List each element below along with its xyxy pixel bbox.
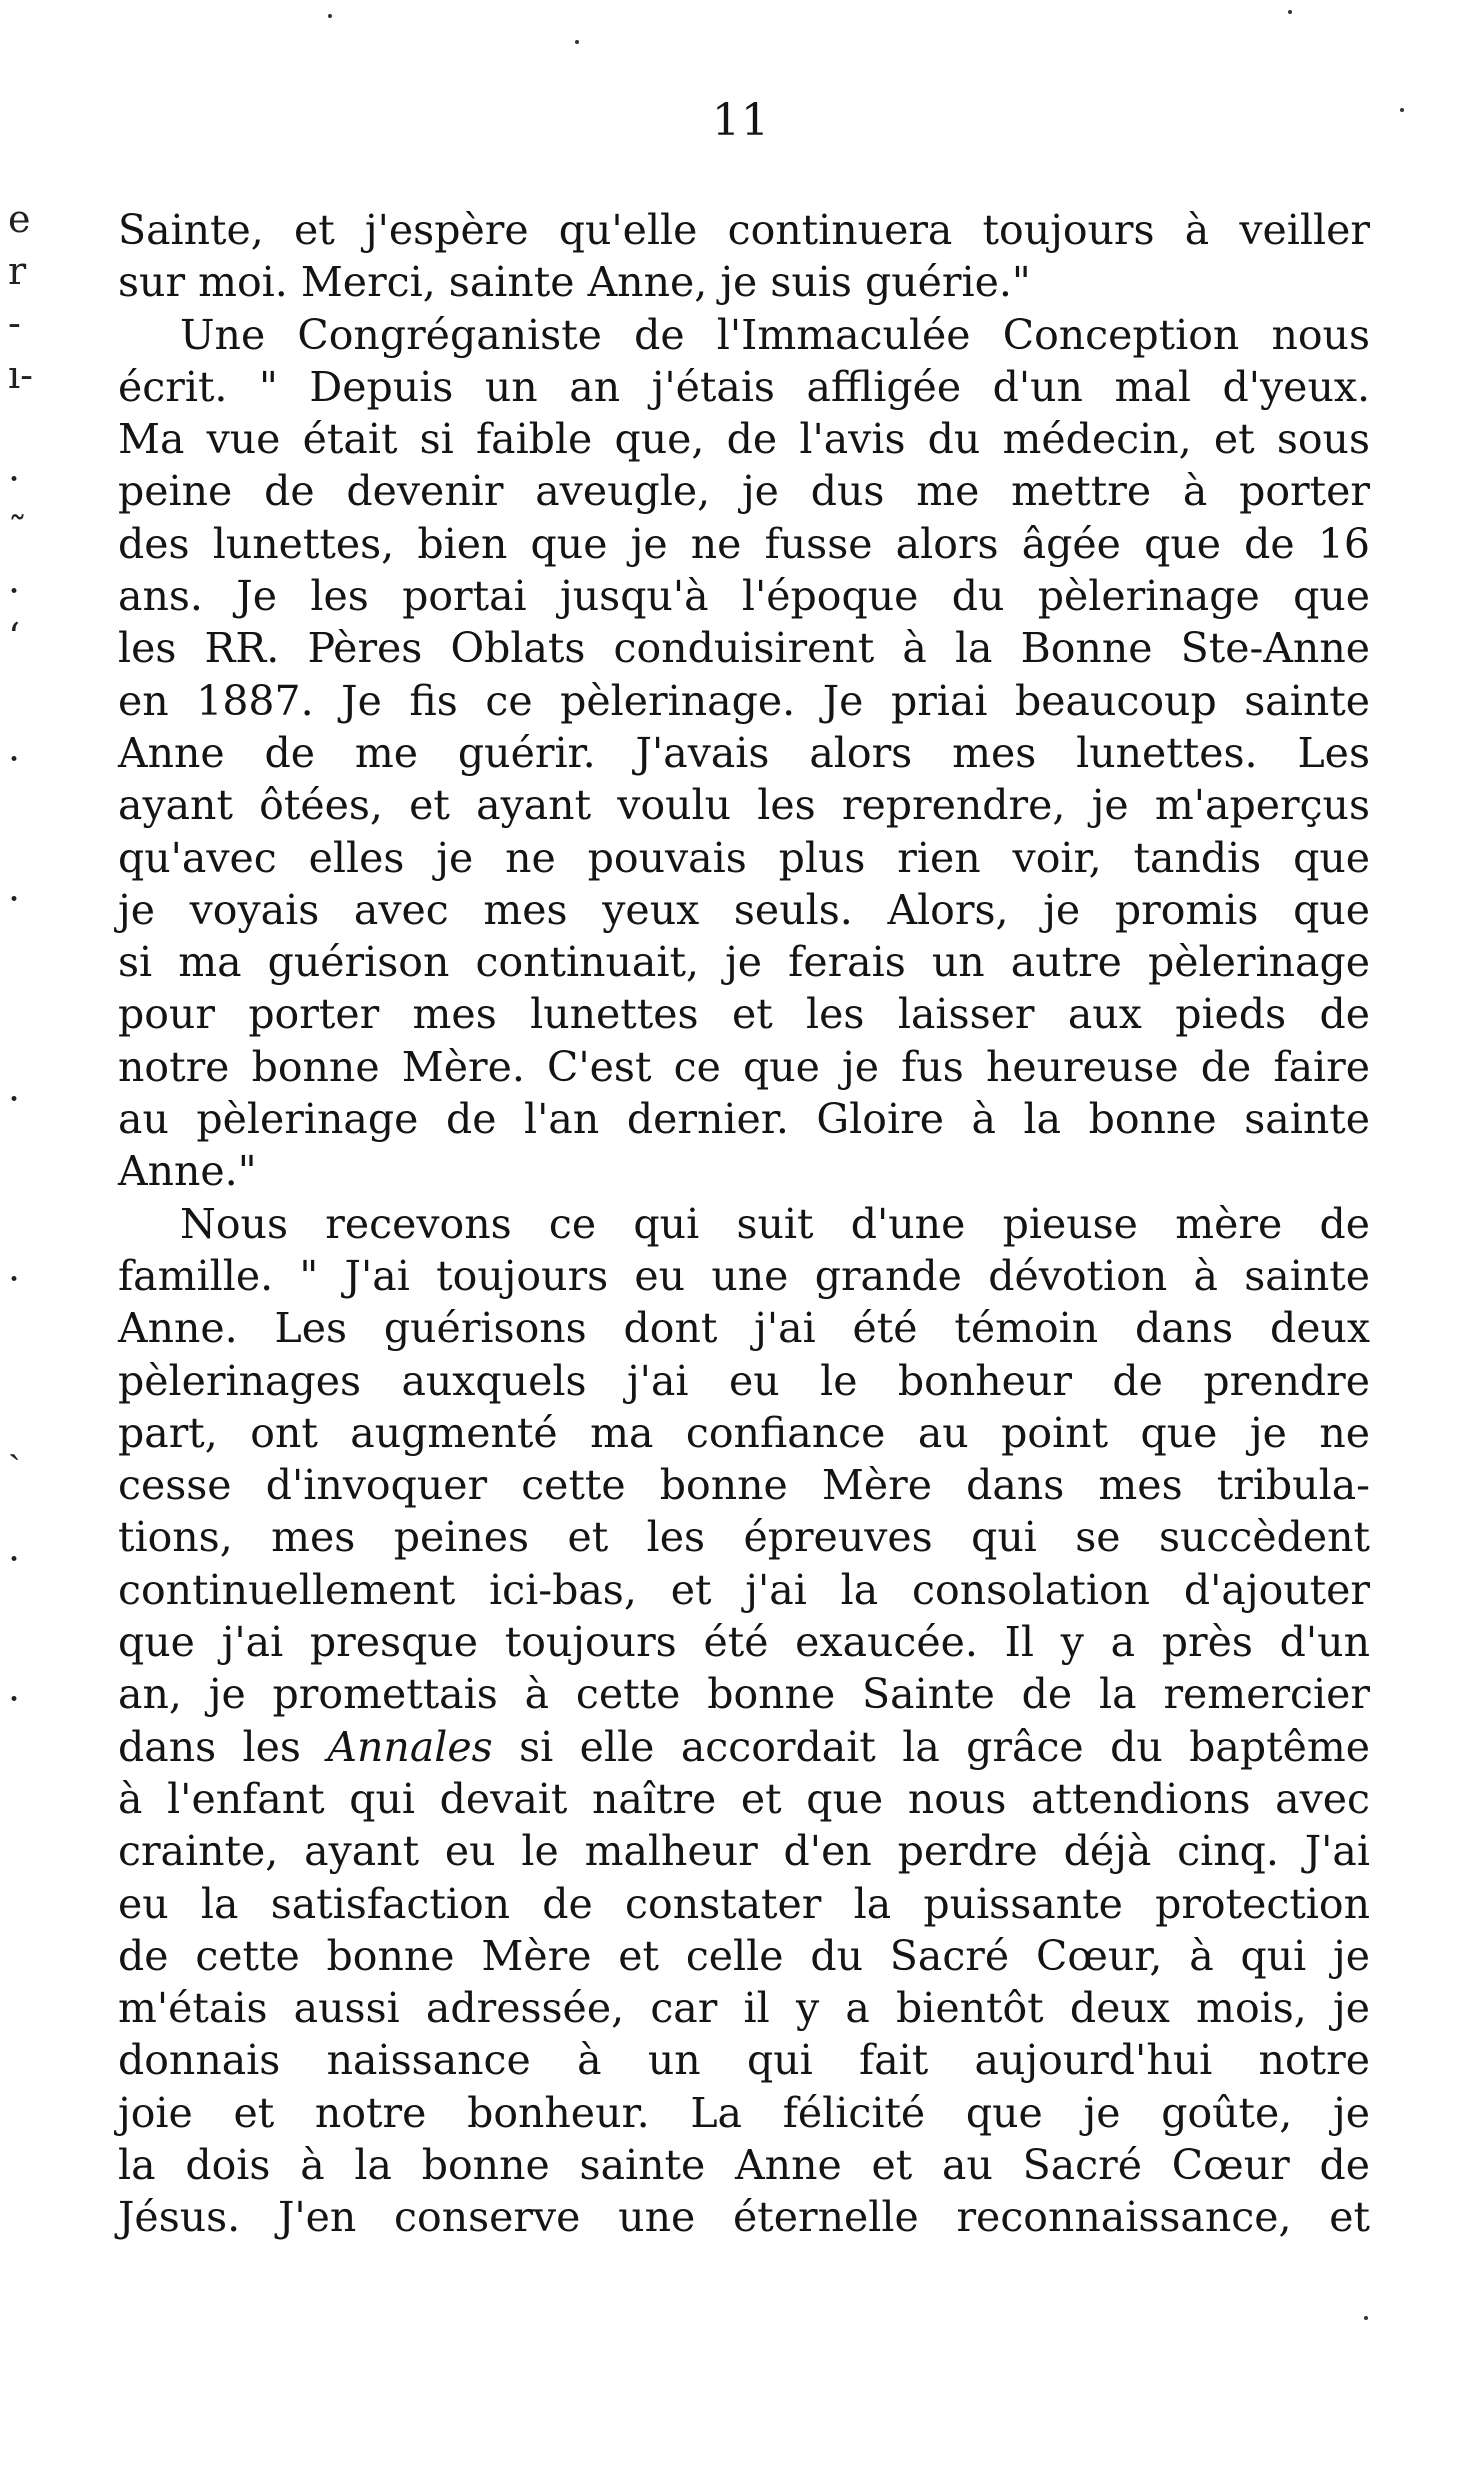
text-line: au pèlerinage de l'an dernier. Gloire à la bonne sainte (118, 1095, 1370, 1144)
scan-speck (1364, 2316, 1368, 2320)
text-line: les RR. Pères Oblats conduisirent à la Bonne Ste-Anne (118, 624, 1370, 673)
text-line: dans les Annales si elle accordait la grâce du baptême (118, 1722, 1371, 1771)
text-line: crainte, ayant eu le malheur d'en perdre déjà cinq. J'ai (118, 1827, 1370, 1876)
text-line: la dois à la bonne sainte Anne et au Sacré Cœur de (118, 2140, 1370, 2189)
scan-speck (575, 40, 579, 44)
text-line: Ma vue était si faible que, de l'avis du médecin, et sous (118, 415, 1370, 464)
text-line: notre bonne Mère. C'est ce que je fus heureuse de faire (118, 1042, 1370, 1091)
text-line: peine de devenir aveugle, je dus me mettre à porter (118, 467, 1370, 516)
margin-fragment: ˏ (8, 1417, 21, 1461)
margin-fragment: r (8, 249, 27, 293)
scan-speck (328, 14, 332, 18)
margin-fragment: · (8, 1537, 21, 1581)
text-line: qu'avec elles je ne pouvais plus rien voir, tandis que (118, 833, 1370, 882)
italic-title: Annales (327, 1722, 493, 1771)
text-line: m'étais aussi adressée, car il y a bientôt deux mois, je (118, 1984, 1370, 2033)
text-line: à l'enfant qui devait naître et que nous attendions avec (118, 1774, 1370, 1823)
text-line: Jésus. J'en conserve une éternelle reconnaissance, et (118, 2193, 1370, 2242)
margin-fragment: · (8, 737, 21, 781)
margin-fragment: · (8, 1077, 21, 1121)
text-line: que j'ai presque toujours été exaucée. Il y a près d'un (118, 1618, 1370, 1667)
text-line: des lunettes, bien que je ne fusse alors âgée que de 16 (118, 519, 1370, 568)
text-line: pèlerinages auxquels j'ai eu le bonheur de prendre (118, 1356, 1370, 1405)
page-number: 11 (712, 95, 770, 146)
text-line: famille. " J'ai toujours eu une grande dévotion à sainte (118, 1251, 1370, 1300)
text-line: joie et notre bonheur. La félicité que je goûte, je (118, 2088, 1370, 2137)
text-line: de cette bonne Mère et celle du Sacré Cœur, à qui je (118, 1931, 1370, 1980)
text-line: pour porter mes lunettes et les laisser aux pieds de (118, 990, 1370, 1039)
margin-fragment: · (8, 1677, 21, 1721)
text-line: Anne de me guérir. J'avais alors mes lunettes. Les (118, 728, 1370, 777)
body-text (118, 204, 1370, 2244)
margin-fragment: · (8, 877, 21, 921)
text-line: si ma guérison continuait, je ferais un autre pèlerinage (118, 938, 1370, 987)
text-line: Nous recevons ce qui suit d'une pieuse mère de (180, 1199, 1370, 1248)
text-line: eu la satisfaction de constater la puissante protection (118, 1879, 1370, 1928)
scan-speck (1400, 108, 1404, 112)
text-line: donnais naissance à un qui fait aujourd'hui notre (118, 2036, 1370, 2085)
text-line: an, je promettais à cette bonne Sainte de la remercier (118, 1670, 1370, 1719)
text-line: Une Congréganiste de l'Immaculée Conception nous (180, 310, 1370, 359)
margin-fragment: · (8, 1257, 21, 1301)
margin-fragment: ı- (8, 353, 33, 397)
margin-fragment: ˜ (8, 509, 27, 553)
text-line: Anne. Les guérisons dont j'ai été témoin dans deux (118, 1304, 1370, 1353)
text-line: ans. Je les portai jusqu'à l'époque du pèlerinage que (118, 572, 1370, 621)
margin-fragment: · (8, 457, 21, 501)
text-line: Sainte, et j'espère qu'elle continuera toujours à veiller (118, 206, 1370, 254)
text-line: continuellement ici-bas, et j'ai la consolation d'ajouter (118, 1565, 1370, 1614)
text-line: je voyais avec mes yeux seuls. Alors, je promis que (118, 885, 1370, 934)
margin-fragment: e (8, 197, 31, 241)
text-line: écrit. " Depuis un an j'étais affligée d'un mal d'yeux. (118, 362, 1370, 411)
text-line: cesse d'invoquer cette bonne Mère dans mes tribula- (118, 1461, 1370, 1510)
margin-fragment: - (8, 301, 21, 345)
text-line: Anne." (118, 1147, 257, 1196)
text-line: sur moi. Merci, sainte Anne, je suis guérie." (118, 258, 1031, 307)
text-line: ayant ôtées, et ayant voulu les reprendre, je m'aperçus (118, 781, 1370, 830)
scan-speck (1288, 10, 1292, 14)
margin-fragment: · (8, 569, 21, 613)
text-line: tions, mes peines et les épreuves qui se succèdent (118, 1513, 1370, 1562)
text-line: en 1887. Je fis ce pèlerinage. Je priai beaucoup sainte (118, 676, 1370, 725)
margin-fragment: ‘ (8, 615, 21, 659)
text-line: part, ont augmenté ma confiance au point que je ne (118, 1408, 1370, 1457)
